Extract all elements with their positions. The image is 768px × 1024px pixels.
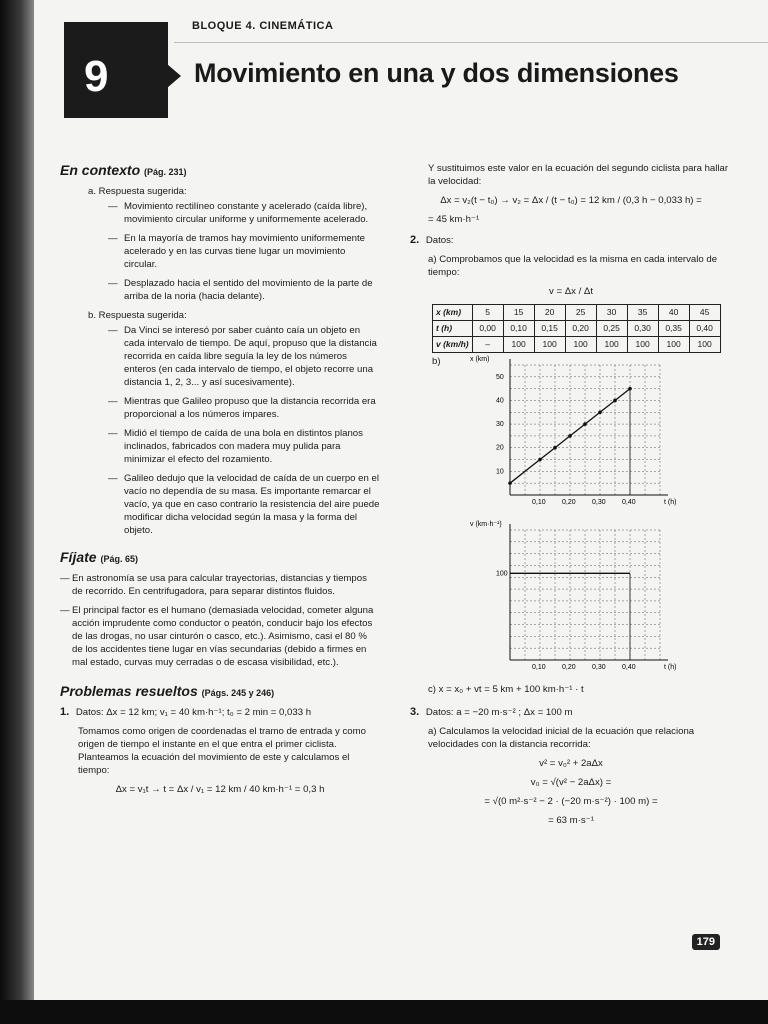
table-cell: 20 (534, 305, 565, 321)
list-item: — Movimiento rectilíneo constante y acelerado (caída libre), movimiento circular uniforme y uniformemente acelerado. (124, 200, 380, 226)
chapter-number: 9 (84, 52, 109, 101)
x-tick-label: 0,20 (562, 664, 576, 671)
list-item: — Da Vinci se interesó por saber cuánto caía un objeto en cada intervalo de tiempo. De aquí, propuso que la distancia recorrida en caída libre seguía la ley de los números enteros (en cada intervalo de tiempo, el objeto recorre una distancia 1, 2, 3... y así sucesivamente). (124, 324, 380, 389)
equation-v2-result: = 45 km·h⁻¹ (428, 214, 480, 225)
x-tick-label: 0,20 (562, 499, 576, 506)
y-tick-label: 10 (496, 468, 504, 476)
right-column (410, 162, 732, 833)
list-item: — Midió el tiempo de caída de una bola en distintos planos inclinados, fabricados con madera muy pulida para minimizar el efecto del rozamiento. (124, 427, 380, 466)
table-row (433, 321, 721, 337)
problem-datos: Datos: (425, 235, 454, 246)
equation: v² = v₀² + 2aΔx (539, 758, 603, 769)
b-label: b. Respuesta sugerida: (88, 310, 187, 321)
b-label: b) (432, 356, 441, 367)
problem-number: 2. (410, 234, 420, 246)
data-point (508, 481, 512, 485)
table-cell: 0,15 (534, 321, 565, 337)
y-axis-label: x (km) (470, 356, 490, 363)
table-row-label: v (km/h) (433, 337, 473, 353)
problem-datos: Datos: Δx = 12 km; v₁ = 40 km·h⁻¹; t₀ = 2 min = 0,033 h (75, 707, 312, 718)
data-point (568, 434, 572, 438)
list-item: — Galileo dedujo que la velocidad de caída de un cuerpo en el vacío no dependía de su masa. Es importante remarcar el vacío, ya que en caso contrario la resistencia del aire puede modificar dicha velocidad según la masa y la forma del objeto. (124, 472, 380, 537)
problem-2-a: a) Comprobamos que la velocidad es la misma en cada intervalo de tiempo: (428, 254, 718, 278)
problem-number: 1. (60, 706, 70, 718)
table-cell: 0,10 (503, 321, 534, 337)
table-cell: 15 (503, 305, 534, 321)
y-tick-label: 40 (496, 397, 504, 405)
data-point (553, 446, 557, 450)
problem-2-c: c) x = x₀ + vt = 5 km + 100 km·h⁻¹ · t (428, 684, 584, 695)
list-item: — El principal factor es el humano (demasiada velocidad, cometer alguna acción imprudente como conductor o peatón, conducir bajo los efectos de las drogas, no usar cinturón o casco, etc.). Asimismo, casi el 80 % de los accidentes tiene lugar en vías secundarias (debido a firmes en mal estado, curvas muy cerradas o de escasa visibilidad, etc.). (72, 604, 380, 669)
y-axis-label: v (km·h⁻¹) (470, 521, 502, 528)
y-tick-label: 30 (496, 421, 504, 429)
x-tick-label: 0,40 (622, 664, 636, 671)
section-problemas (60, 685, 380, 700)
list-item: — Desplazado hacia el sentido del movimiento de la parte de arriba de la noria (hacia delante). (124, 277, 380, 303)
equation: = 63 m·s⁻¹ (548, 815, 594, 826)
table-cell: 100 (534, 337, 565, 353)
equation: v₀ = √(v² − 2aΔx) = (530, 777, 612, 788)
list-item: — En astronomía se usa para calcular trayectorias, distancias y tiempos de recorrido. En centrifugadora, para separar distintos fluidos. (72, 572, 380, 598)
table-cell: 30 (596, 305, 627, 321)
velocity-equation: v = Δx / Δt (548, 286, 593, 297)
y-tick-label: 50 (496, 373, 504, 381)
problem-1-equation: Δx = v₁t → t = Δx / v₁ = 12 km / 40 km·h⁻¹ = 0,3 h (115, 784, 325, 795)
problem-number: 3. (410, 706, 420, 718)
table-cell: 25 (565, 305, 596, 321)
table-cell: 100 (565, 337, 596, 353)
left-column (60, 162, 380, 802)
section-ref: (Págs. 245 y 246) (201, 688, 275, 698)
table-row (433, 305, 721, 321)
problem-3-header (410, 706, 732, 719)
equation-v2: Δx = v₂(t − t₀) → v₂ = Δx / (t − t₀) = 12 km / (0,3 h − 0,033 h) = (440, 195, 702, 206)
section-en-contexto (60, 164, 380, 179)
data-point (613, 399, 617, 403)
x-tick-label: 0,10 (532, 664, 546, 671)
list-item: — Mientras que Galileo propuso que la distancia recorrida era proporcional a los números impares. (124, 395, 380, 421)
problem-datos: Datos: a = −20 m·s⁻² ; Δx = 100 m (425, 707, 573, 718)
table-cell: 0,20 (565, 321, 596, 337)
chart-position-time (460, 353, 760, 513)
table-cell: 5 (472, 305, 503, 321)
table-row-label: x (km) (433, 305, 473, 321)
section-title: Problemas resueltos (60, 683, 198, 699)
equation: = √(0 m²·s⁻² − 2 · (−20 m·s⁻²) · 100 m) = (484, 796, 658, 807)
y-tick-label: 20 (496, 444, 504, 452)
charts-area (410, 353, 732, 683)
table-cell: 0,40 (689, 321, 720, 337)
x-axis-label: t (h) (664, 664, 677, 671)
scan-bottom-edge (0, 1000, 768, 1024)
data-point (598, 410, 602, 414)
table-cell: 100 (627, 337, 658, 353)
list-item: — En la mayoría de tramos hay movimiento uniformemente acelerado y en las curvas tiene lugar un movimiento circular. (124, 232, 380, 271)
x-tick-label: 0,10 (532, 499, 546, 506)
x-tick-label: 0,40 (622, 499, 636, 506)
x-axis-label: t (h) (664, 499, 677, 506)
table-row (433, 337, 721, 353)
section-title: Fíjate (60, 549, 97, 565)
y-tick-label: 100 (496, 570, 508, 578)
chart-velocity-time (460, 518, 760, 678)
table-cell: 100 (503, 337, 534, 353)
section-ref: (Pág. 231) (144, 167, 187, 177)
table-cell: 0,30 (627, 321, 658, 337)
table-cell: 100 (658, 337, 689, 353)
table-cell: 35 (627, 305, 658, 321)
problem-2-header (410, 234, 732, 247)
table-cell: 100 (689, 337, 720, 353)
block-label: BLOQUE 4. CINEMÁTICA (192, 20, 334, 32)
section-fijate (60, 551, 380, 566)
data-table (432, 304, 721, 353)
a-label: a. Respuesta sugerida: (88, 186, 187, 197)
data-point (583, 422, 587, 426)
page-number: 179 (692, 934, 720, 950)
intro-text: Y sustituimos este valor en la ecuación del segundo ciclista para hallar la velocidad: (428, 163, 729, 187)
x-tick-label: 0,30 (592, 499, 606, 506)
table-cell: 45 (689, 305, 720, 321)
problem-1-text: Tomamos como origen de coordenadas el tramo de entrada y como origen de tiempo el instante en el que entra el primer ciclista. Planteamos la ecuación del movimiento de este y calculamos el tiempo: (78, 726, 366, 776)
table-cell: – (472, 337, 503, 353)
header-rule (174, 42, 768, 43)
table-cell: 0,25 (596, 321, 627, 337)
chapter-arrow-icon (167, 64, 181, 88)
chapter-box (64, 22, 168, 118)
problem-1-datos (60, 706, 380, 719)
section-ref: (Pág. 65) (100, 554, 138, 564)
table-row-label: t (h) (433, 321, 473, 337)
problem-3-a: a) Calculamos la velocidad inicial de la ecuación que relaciona velocidades con la distancia recorrida: (428, 726, 695, 750)
data-point (538, 458, 542, 462)
table-cell: 100 (596, 337, 627, 353)
page-binding-shadow (0, 0, 34, 1000)
table-cell: 0,00 (472, 321, 503, 337)
x-tick-label: 0,30 (592, 664, 606, 671)
table-cell: 40 (658, 305, 689, 321)
section-title: En contexto (60, 162, 141, 178)
page-title: Movimiento en una y dos dimensiones (194, 58, 679, 88)
textbook-page (34, 0, 768, 1000)
table-cell: 0,35 (658, 321, 689, 337)
